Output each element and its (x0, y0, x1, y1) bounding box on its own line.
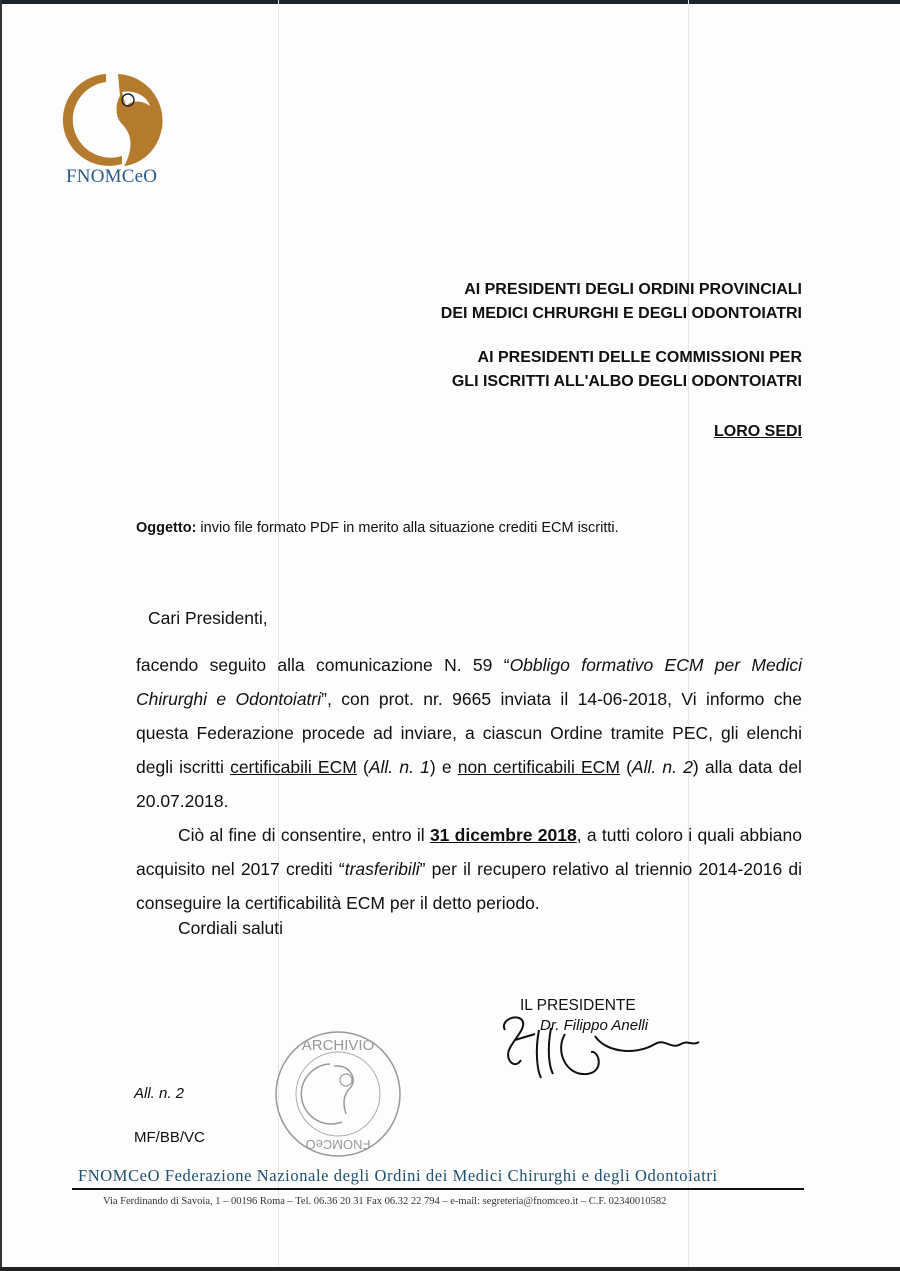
text: ) e (429, 757, 458, 777)
archivio-stamp-icon (272, 1028, 404, 1160)
author-initials: MF/BB/VC (134, 1129, 205, 1146)
recipient-line: AI PRESIDENTI DEGLI ORDINI PROVINCIALI (464, 281, 802, 298)
closing: Cordiali saluti (178, 918, 284, 938)
text: , a tutti coloro i quali abbiano acquisito nel 2017 crediti “ (136, 825, 802, 879)
non-certificabili-emphasis: non certificabili ECM (457, 757, 620, 777)
circular-title: Obbligo formativo ECM per Medici Chirurghi e Odontoiatri (136, 655, 802, 709)
signatory-name: Dr. Filippo Anelli (540, 1017, 649, 1034)
scan-top-edge (0, 0, 900, 4)
text: ( (619, 757, 632, 777)
subject-text: invio file formato PDF in merito alla situazione crediti ECM iscritti. (196, 520, 619, 536)
loro-sedi: LORO SEDI (713, 423, 802, 440)
subject-line (136, 520, 619, 536)
text: ) alla data del 20.07.2018. (136, 757, 802, 811)
recipients-commissioni (441, 346, 802, 394)
text: ( (356, 757, 369, 777)
footer-divider (72, 1188, 804, 1190)
attachments-note: All. n. 2 (134, 1085, 185, 1102)
signatory-title: IL PRESIDENTE (520, 997, 636, 1014)
text: ” per il recupero relativo al triennio 2014-2016 di conseguire la certificabilità ECM per il detto periodo. (136, 859, 803, 913)
scan-left-edge (0, 0, 2, 1271)
paragraph-1 (136, 648, 802, 818)
text: Ciò al fine di consentire, entro il (178, 825, 430, 845)
recipient-line: DEI MEDICI CHRURGHI E DEGLI ODONTOIATRI (440, 305, 802, 322)
greeting: Cari Presidenti, (148, 608, 268, 628)
attachment-ref: All. n. 1 (368, 757, 430, 777)
subject-label: Oggetto: (136, 520, 197, 536)
text: ”, con prot. nr. 9665 inviata il 14-06-2018, Vi informo che questa Federazione procede ad inviare, a ciascun Ordine tramite PEC, gli elenchi degli iscritti (136, 689, 803, 777)
handwritten-signature-icon (495, 1000, 705, 1085)
stamp-bottom-text: FNOMCeO (305, 1137, 371, 1152)
attachment-ref: All. n. 2 (631, 757, 693, 777)
scan-bottom-edge (0, 1267, 900, 1271)
recipients-block (441, 278, 802, 414)
footer-address: Via Ferdinando di Savoia, 1 – 00196 Roma – Tel. 06.36 20 31 Fax 06.32 22 794 – e-mail: segreteria@fnomceo.it – C.F. 02340010582 (103, 1196, 667, 1207)
org-logo-text: FNOMCeO (66, 166, 158, 187)
recipients-ordini (441, 278, 802, 326)
deadline-date: 31 dicembre 2018 (429, 825, 577, 845)
recipient-line: GLI ISCRITTI ALL'ALBO DEGLI ODONTOIATRI (451, 373, 802, 390)
recipient-line: AI PRESIDENTI DELLE COMMISSIONI PER (477, 349, 802, 366)
trasferibili-term: trasferibili (344, 859, 420, 879)
certificabili-emphasis: certificabili ECM (230, 757, 357, 777)
paragraph-2 (136, 818, 802, 920)
stamp-top-text: ARCHIVIO (301, 1037, 375, 1054)
footer-org-name: FNOMCeO Federazione Nazionale degli Ordini dei Medici Chirurghi e degli Odontoiatri (78, 1166, 718, 1185)
text: facendo seguito alla comunicazione N. 59 “ (136, 655, 510, 675)
letter-body (136, 648, 802, 920)
